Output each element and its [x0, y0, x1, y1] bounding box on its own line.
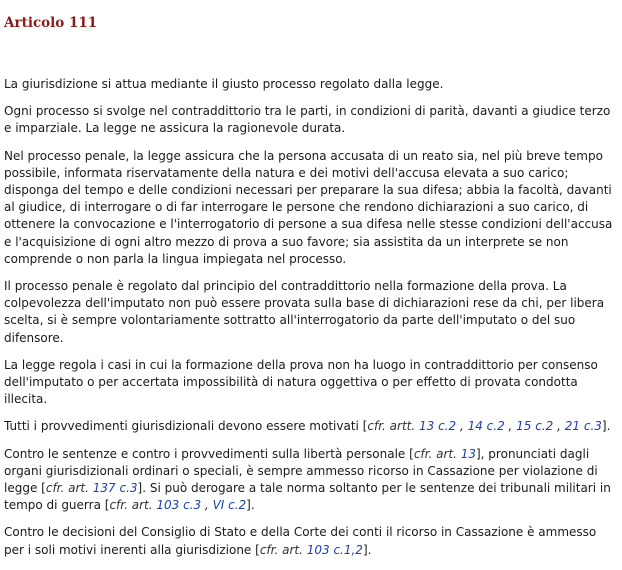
paragraph-7-text-a: Contro le sentenze e contro i provvedimenti sulla libertà personale [ [4, 446, 414, 461]
paragraph-8-text: Contro le decisioni del Consiglio di Stato e della Corte dei conti il ricorso in Cassazione è ammesso per i soli motivi inerenti alla giurisdizione [ [4, 525, 597, 557]
reference-link-art-103[interactable]: 103 c.1,2 [306, 542, 363, 557]
reference-close: ]. [362, 542, 372, 557]
reference-separator: , [504, 419, 517, 434]
reference-close: ]. [246, 498, 255, 513]
paragraph-6-text: Tutti i provvedimenti giurisdizionali devono essere motivati [ [4, 419, 368, 434]
reference-prefix: cfr. art. [45, 481, 93, 496]
reference-prefix: cfr. art. [413, 446, 461, 461]
paragraph-7-text-c: ]. Si può derogare a tale norma soltanto per le sentenze dei tribunali militari in tempo di guerra [ [4, 481, 611, 513]
reference-link-art-14[interactable]: 14 c.2 [467, 419, 505, 434]
reference-close: ]. [601, 419, 611, 434]
paragraph-2: Ogni processo si svolge nel contraddittorio tra le parti, in condizioni di parità, davanti a giudice terzo e imparziale. La legge ne assicura la ragionevole durata. [4, 104, 611, 136]
reference-link-art-13[interactable]: 13 c.2 [418, 419, 457, 434]
reference-link-disp-vi[interactable]: VI c.2 [212, 498, 247, 513]
paragraph-7-text-b: ], pronunciati dagli organi giurisdizionali ordinari o speciali, è sempre ammesso ricorso in Cassazione per violazione di legge [ [4, 446, 598, 496]
reference-separator: , [456, 419, 468, 434]
reference-link-art-13[interactable]: 13 [460, 446, 476, 461]
paragraph-1: La giurisdizione si attua mediante il giusto processo regolato dalla legge. [4, 77, 444, 91]
paragraph-6 [4, 418, 614, 435]
paragraph-8 [4, 524, 614, 558]
article-body [4, 76, 614, 559]
reference-prefix: cfr. art. [259, 542, 307, 557]
reference-separator: , [553, 419, 565, 434]
paragraph-5: La legge regola i casi in cui la formazione della prova non ha luogo in contraddittorio per consenso dell'imputato o per accertata impossibilità di natura oggettiva o per effetto di provata condotta illecita. [4, 357, 598, 407]
paragraph-4: Il processo penale è regolato dal principio del contraddittorio nella formazione della prova. La colpevolezza dell'imputato non può essere provata sulla base di dichiarazioni rese da chi, per libera scelta, si è sempre volontariamente sottratto all'interrogatorio da parte dell'imputato o del suo difensore. [4, 279, 605, 345]
paragraph-3: Nel processo penale, la legge assicura che la persona accusata di un reato sia, nel più breve tempo possibile, informata riservatamente della natura e dei motivi dell'accusa elevata a suo carico; disponga del tempo e delle condizioni necessari per preparare la sua difesa; abbia la facoltà, davanti al giudice, di interrogare o di far interrogare le persone che rendono dichiarazioni a suo carico, di ottenere la convocazione e l'interrogatorio di persone a sua difesa nelle stesse condizioni dell'accusa e l'acquisizione di ogni altro mezzo di prova a suo favore; sia assistita da un interprete se non comprende o non parla la lingua impiegata nel processo. [4, 148, 613, 266]
reference-separator: , [201, 498, 213, 513]
reference-prefix: cfr. art. [109, 498, 157, 513]
reference-link-art-137[interactable]: 137 c.3 [92, 481, 138, 496]
article-title: Articolo 111 [4, 15, 98, 31]
reference-link-art-15[interactable]: 15 c.2 [516, 419, 554, 434]
reference-link-art-103[interactable]: 103 c.3 [156, 498, 202, 513]
reference-prefix: cfr. artt. [367, 419, 419, 434]
paragraph-7 [4, 446, 614, 515]
reference-link-art-21[interactable]: 21 c.3 [564, 419, 602, 434]
